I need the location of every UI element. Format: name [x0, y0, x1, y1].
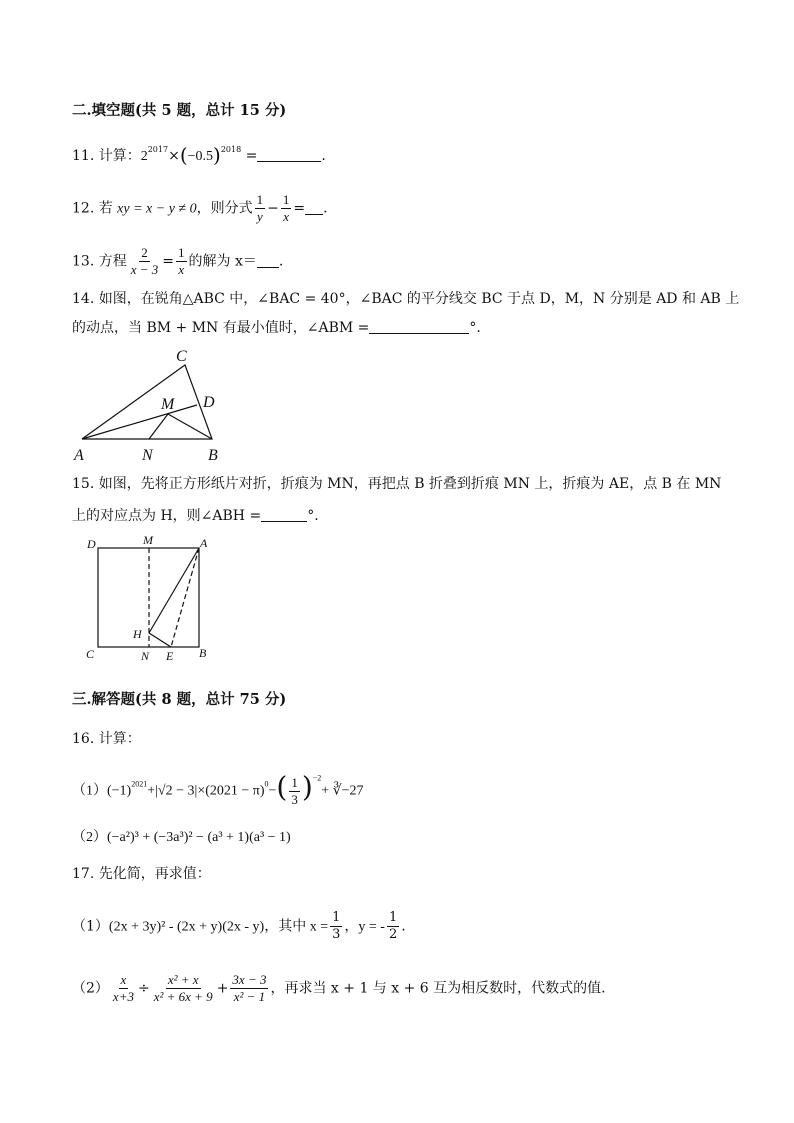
section-2-heading: 二.填空题(共 5 题，总计 15 分)	[72, 102, 287, 119]
label-b: B	[208, 447, 218, 464]
question-13	[72, 245, 283, 278]
segment-he	[149, 633, 171, 647]
segment-bm	[168, 414, 212, 439]
q17-p1-x-fraction: $\frac{1}{3}$	[332, 910, 341, 942]
square-figure-15	[80, 532, 220, 664]
question-15-line-2	[72, 506, 319, 526]
q14-end: °.	[469, 320, 481, 336]
segment-ah	[149, 548, 199, 633]
q13-fraction-1: $\frac{2}{x - 3}$	[130, 245, 159, 277]
q12-mid: ，则分式	[196, 200, 253, 217]
label-c: C	[176, 348, 187, 365]
q17-p1-label: （1）	[72, 918, 109, 935]
q12-equals: =	[293, 200, 306, 217]
q16-p1-b-exp: 0	[264, 779, 269, 789]
q13-number: 13.	[72, 253, 95, 270]
q11-inner: −0.5	[187, 149, 214, 164]
q12-lead: 若	[98, 200, 113, 217]
q13-fraction-2: $\frac{1}{x}$	[178, 245, 185, 277]
label-m: M	[143, 533, 153, 547]
question-17-part-1	[72, 910, 406, 943]
q11-number: 11.	[72, 148, 95, 164]
q16-p1-c: −	[268, 783, 277, 799]
q12-minus: −	[267, 200, 279, 217]
q11-exp2: 2018	[220, 145, 242, 154]
q17-p2-divide: ÷	[137, 980, 150, 997]
question-17-title: 17. 先化简，再求值：	[72, 866, 211, 882]
label-b: B	[199, 646, 207, 660]
label-n: N	[141, 649, 150, 663]
label-d: D	[203, 394, 215, 411]
q17-p1-end: .	[401, 918, 406, 935]
label-d: D	[87, 537, 96, 551]
q17-p1-mid: ，y = -	[344, 919, 385, 935]
q17-p2-fraction-2: $\frac{\text{x² + x}}{\text{x² + 6x + 9}}$	[153, 972, 213, 1004]
answer-blank-13	[257, 253, 279, 268]
q11-lead: 计算：	[98, 148, 141, 164]
question-11: 11. 计算：$2^{2017}\times(-0.5)^{2018}$ = .	[72, 143, 326, 167]
q11-times: ×	[168, 148, 180, 164]
label-a: A	[74, 447, 84, 464]
q11-equals: =	[245, 148, 258, 164]
label-m: M	[161, 396, 175, 413]
q16-p1-b: +|√2 − 3|×(2021 − π)	[147, 783, 265, 799]
q17-p2-label: （2）	[72, 980, 109, 997]
answer-blank-12	[305, 200, 323, 215]
q16-p1-a-exp: 2021	[131, 779, 148, 789]
answer-blank-11	[257, 147, 321, 162]
label-e: E	[166, 649, 174, 663]
q12-fraction-2: $\frac{1}{x}$	[282, 192, 290, 224]
question-16-title: 16. 计算：	[72, 731, 141, 747]
q17-p2-plus: +	[216, 980, 229, 997]
q12-end: .	[323, 200, 328, 217]
q11-end: .	[321, 148, 326, 164]
q17-p1-expression: (2x + 3y)² - (2x + y)(2x - y)，其中 x =	[108, 919, 329, 935]
answer-blank-15	[261, 507, 307, 522]
q17-p1-y-fraction: $\frac{1}{2}$	[388, 910, 398, 942]
q15-prompt: 上的对应点为 H，则∠ABH =	[72, 508, 262, 524]
q16-p1-c-exp: −2	[312, 773, 322, 783]
q16-p2-expression: (−a²)³ + (−3a³)² − (a³ + 1)(a³ − 1)	[107, 830, 291, 845]
q13-lead: 方程	[98, 253, 127, 270]
q14-prompt: 的动点，当 BM + MN 有最小值时，∠ABM =	[72, 320, 370, 336]
question-15-line-1: 15. 如图，先将正方形纸片对折，折痕为 MN，再把点 B 折叠到折痕 MN 上，折痕为 AE，点 B 在 MN	[72, 476, 722, 492]
q16-p1-d: + ∛−27	[321, 783, 364, 799]
question-16-part-1: $(1)(-1)^{2021}+|√2 - 3|\times(2021 - \pi)^0-$( $\frac{1}{3}$ )$^{-2}$+ ∛−27	[72, 770, 364, 807]
q15-end: °.	[307, 508, 319, 524]
q17-p2-tail: ，再求当 x + 1 与 x + 6 互为相反数时，代数式的值.	[270, 980, 606, 997]
question-14-line-1: 14. 如图，在锐角△ABC 中，∠BAC = 40°，∠BAC 的平分线交 BC 于点 D，M，N 分别是 AD 和 AB 上	[72, 291, 740, 307]
section-3-heading: 三.解答题(共 8 题，总计 75 分)	[72, 691, 287, 708]
label-c: C	[86, 647, 95, 661]
question-17-part-2	[72, 972, 606, 1005]
label-n: N	[142, 447, 153, 464]
crease-ae	[171, 548, 199, 647]
q17-p2-fraction-3: $\frac{3x - 3}{\text{x² − 1}}$	[232, 972, 267, 1004]
q16-p1-a: (−1)	[107, 783, 132, 799]
q12-number: 12.	[72, 200, 95, 217]
question-12	[72, 192, 328, 225]
label-a: A	[200, 536, 208, 550]
q13-end: .	[278, 253, 284, 270]
q13-tail: 的解为 x＝	[188, 253, 257, 270]
question-16-part-2	[72, 828, 291, 848]
q11-exp1: 2017	[147, 145, 169, 154]
q16-p2-label: （2）	[72, 830, 107, 845]
question-14-line-2	[72, 318, 481, 338]
bisector-ad	[82, 405, 197, 439]
answer-blank-14	[369, 319, 469, 334]
label-h: H	[133, 627, 142, 641]
q17-p2-fraction-1: $\frac{x}{x+3}$	[112, 972, 134, 1004]
q12-fraction-1: $\frac{1}{y}$	[256, 192, 264, 224]
q16-p1-label: （1）	[72, 783, 107, 799]
q12-condition: xy = x − y ≠ 0	[117, 201, 197, 217]
q13-equals: =	[162, 253, 174, 270]
q11-base: 2	[140, 149, 148, 164]
q16-p1-fraction: $\frac{1}{3}$	[291, 775, 298, 807]
triangle-figure-14	[68, 343, 228, 465]
